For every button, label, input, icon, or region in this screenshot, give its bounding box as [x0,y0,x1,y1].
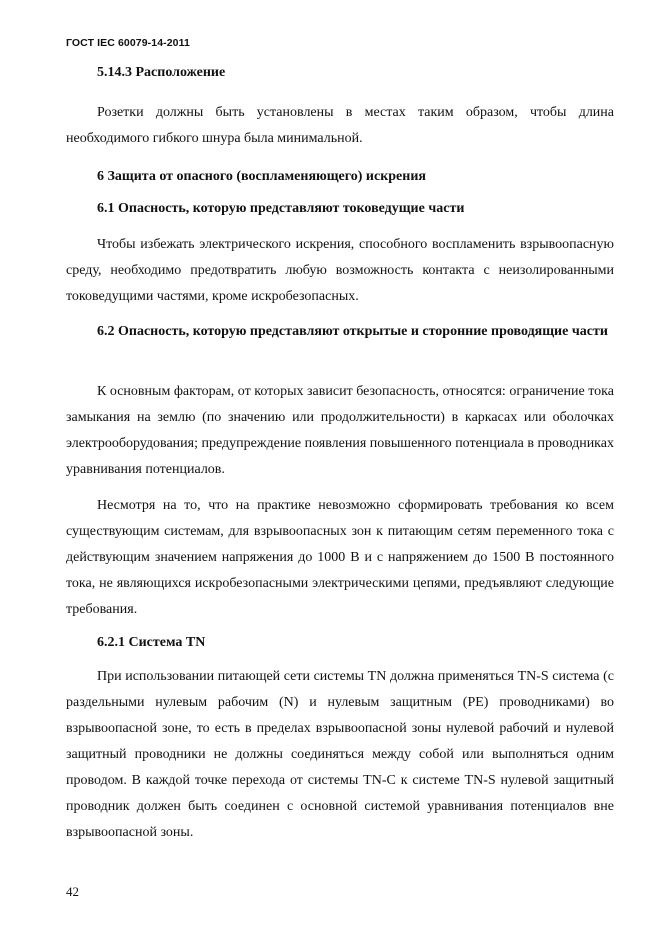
section-6-2-heading: 6.2 Опасность, которую представляют открытые и сторонние проводящие части [97,324,608,339]
section-6-2-paragraph-2: Несмотря на то, что на практике невозможно сформировать требования ко всем существующим системам, для взрывоопасных зон к питающим сетям переменного тока с действующим значением напряжения до 1000 В и с напряжением до 1500 В постоянного тока, не являющихся искробезопасными электрическими цепями, предъявляют следующие требования. [66,498,614,617]
section-6-2-1-heading: 6.2.1 Система TN [97,635,206,650]
page-number: 42 [66,884,79,899]
section-6-2-paragraph-1: К основным факторам, от которых зависит безопасность, относятся: ограничение тока замыкания на землю (по значению или продолжительности) в каркасах или оболочках электрооборудования; предупреждение появления повышенного потенциала в проводниках уравнивания потенциалов. [66,384,614,477]
section-6-2-1-paragraph: При использовании питающей сети системы TN должна применяться TN-S система (с раздельными нулевым рабочим (N) и нулевым защитным (PE) проводниками) во взрывоопасной зоне, то есть в пределах взрывоопасной зоны нулевой рабочий и нулевой защитный проводники не должны соединяться между собой или выполняться одним проводом. В каждой точке перехода от системы TN-C к системе TN-S нулевой защитный проводник должен быть соединен с основной системой уравнивания потенциалов вне взрывоопасной зоны. [66,669,614,840]
section-5-14-3-paragraph: Розетки должны быть установлены в местах таким образом, чтобы длина необходимого гибкого шнура была минимальной. [66,105,614,146]
document-code-header: ГОСТ IEC 60079-14-2011 [66,37,190,49]
section-6-1-heading: 6.1 Опасность, которую представляют токоведущие части [97,201,465,216]
section-6-1-paragraph: Чтобы избежать электрического искрения, способного воспламенить взрывоопасную среду, необходимо предотвратить любую возможность контакта с неизолированными токоведущими частями, кроме искробезопасных. [66,237,614,304]
section-5-14-3-heading: 5.14.3 Расположение [97,65,226,80]
section-6-heading: 6 Защита от опасного (воспламеняющего) искрения [97,169,426,184]
